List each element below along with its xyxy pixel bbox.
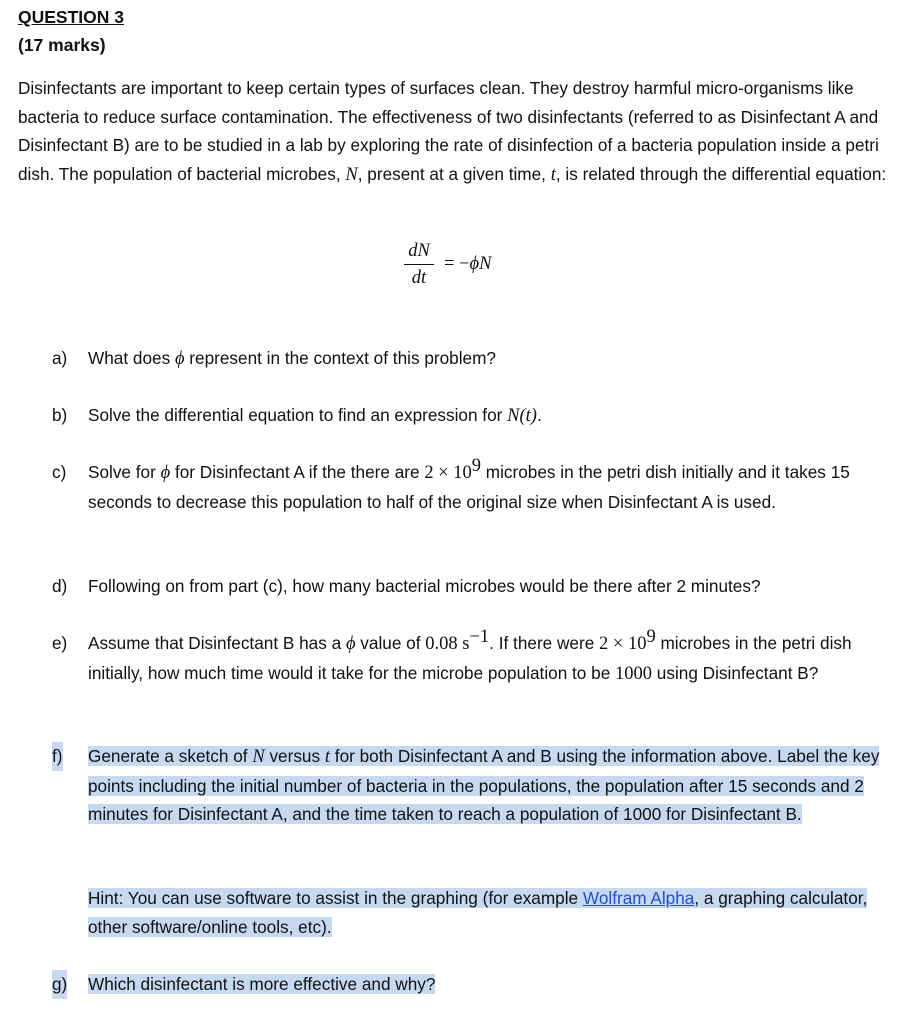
part-e-text-4: microbes in the petri dish initially, how much time would it take for the microbe population to be — [88, 633, 852, 683]
part-f-text-2: versus — [264, 746, 325, 766]
part-e-text — [88, 629, 908, 688]
part-b-text-2: . — [536, 405, 542, 425]
hint-highlight — [88, 888, 867, 937]
part-f-text-1: Generate a sketch of — [88, 746, 253, 766]
part-a-text — [88, 344, 908, 374]
intro-text-1: Disinfectants are important to keep certain types of surfaces clean. They destroy harmful micro-organisms like bacteria to reduce surface contamination. The effectiveness of two disinfectants (referred to as Disinfectant A and Disinfectant B) are to be studied in a lab by exploring the rate of disinfection of a bacteria population inside a petri dish. The population of bacterial microbes, — [18, 78, 879, 184]
equation-denominator: dt — [411, 267, 427, 288]
part-a-label: a) — [52, 348, 68, 368]
part-e-text-2: value of — [355, 633, 426, 653]
part-e-number-exponent: 9 — [646, 627, 656, 647]
hint-text — [88, 884, 908, 941]
part-b-math: N(t) — [507, 406, 537, 426]
equation-phi-n: ϕN — [469, 253, 492, 274]
part-c-label: c) — [52, 462, 67, 482]
part-g-text-1: Which disinfectant is more effective and why? — [88, 974, 436, 994]
part-f-var-t: t — [324, 747, 331, 767]
part-c-text — [88, 458, 908, 516]
part-d-text — [88, 572, 908, 601]
part-c-text-3: microbes in the petri dish initially and it takes 15 seconds to decrease this population to half of the original size when Disinfectant A is used. — [88, 462, 850, 512]
part-e-text-1: Assume that Disinfectant B has a — [88, 633, 346, 653]
part-c-phi: ϕ — [160, 463, 171, 483]
question-marks: (17 marks) — [18, 35, 106, 55]
intro-text-3: , is related through the differential equation: — [555, 163, 887, 184]
part-g-label: g) — [52, 970, 67, 999]
differential-equation — [404, 234, 491, 294]
part-e-value-exponent: −1 — [469, 627, 490, 647]
intro-paragraph — [18, 74, 908, 189]
fraction-bar — [404, 264, 434, 265]
part-b-text — [88, 401, 908, 431]
part-b-text-1: Solve the differential equation to find an expression for — [88, 405, 508, 425]
part-e-text-5: using Disinfectant B? — [652, 662, 819, 683]
part-f-var-n: N — [252, 747, 265, 767]
part-f-text-3: for both Disinfectant A and B using the information above. Label the key points including the initial number of bacteria in the populations, the population after 15 seconds and 2 minutes for Disinfectant A, and the time taken to reach a population of 1000 for Disinfectant B. — [88, 746, 880, 825]
part-c-exponent: 9 — [471, 456, 482, 476]
part-d-text-1: Following on from part (c), how many bacterial microbes would be there after 2 minutes? — [88, 576, 761, 596]
part-d-label: d) — [52, 576, 68, 596]
equation-fraction — [404, 240, 434, 289]
part-f-text — [88, 742, 908, 829]
part-f-highlight — [88, 746, 879, 824]
question-title: QUESTION 3 — [18, 7, 124, 27]
part-a-text-1: What does — [88, 348, 175, 368]
part-e-label: e) — [52, 633, 68, 653]
equation-rhs — [444, 250, 491, 279]
equation-equals: = − — [444, 253, 470, 274]
wolfram-alpha-link[interactable]: Wolfram Alpha — [582, 888, 695, 908]
part-a-text-2: represent in the context of this problem? — [184, 348, 496, 368]
intro-var-n: N — [345, 164, 358, 185]
part-c-text-2: for Disinfectant A if the there are — [170, 462, 425, 482]
part-f-label: f) — [52, 742, 63, 771]
equation-numerator: dN — [408, 240, 430, 261]
part-e-population: 1000 — [615, 663, 653, 684]
part-e-number: 2 × 10 — [599, 634, 647, 654]
part-b-label: b) — [52, 405, 68, 425]
hint-text-1: Hint: You can use software to assist in the graphing (for example — [88, 888, 583, 908]
part-c-number: 2 × 10 — [424, 463, 472, 483]
intro-var-t: t — [550, 164, 556, 185]
part-e-text-3: . If there were — [489, 633, 600, 653]
part-a-phi: ϕ — [174, 349, 185, 369]
part-e-phi: ϕ — [345, 634, 356, 654]
hint-text-2: , a graphing calculator, other software/online tools, etc). — [88, 888, 868, 937]
part-c-text-1: Solve for — [88, 462, 161, 482]
intro-text-2: , present at a given time, — [357, 163, 551, 184]
part-e-value: 0.08 s — [425, 634, 470, 654]
part-g-text — [88, 970, 908, 999]
